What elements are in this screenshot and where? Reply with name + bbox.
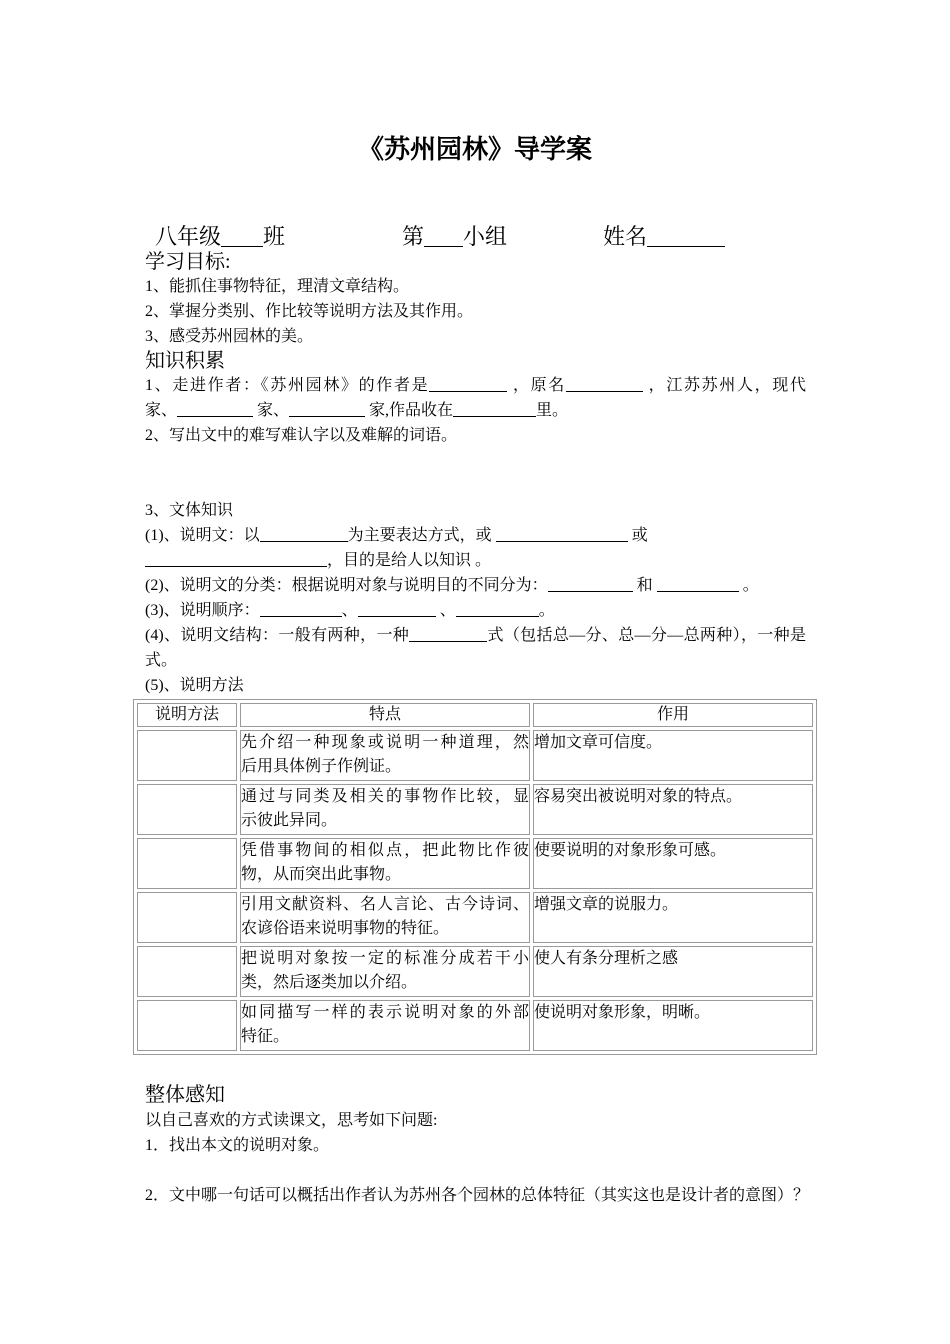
effect-cell: 容易突出被说明对象的特点。 [533, 784, 813, 835]
effect-cell: 增强文章的说服力。 [533, 892, 813, 943]
method-cell-empty [137, 784, 237, 835]
answer-space [145, 448, 825, 473]
table-row [137, 838, 813, 889]
question-text: 。 [538, 602, 555, 619]
question-text: 家,作品收在 [365, 402, 454, 419]
question-text: 里。 [536, 402, 569, 419]
name-label: 姓名 [603, 224, 648, 249]
group-label: 第 [402, 224, 425, 249]
question-text: ，目的是给人以知识 。 [327, 552, 492, 569]
grade-label: 八年级 [155, 224, 222, 249]
group-blank [424, 226, 463, 247]
table-row [137, 1000, 813, 1051]
question-text: ，江苏苏州人，现代 [642, 377, 806, 394]
feature-cell [240, 730, 530, 781]
question-text: (4)、说明文结构：一般有两种，一种 [145, 627, 410, 644]
effect-cell: 使人有条分理析之感 [533, 946, 813, 997]
genre-question-4-line-1 [145, 623, 806, 648]
feature-line: 凭借事物间的相似点，把此物比作彼 [241, 842, 529, 859]
feature-line: 引用文献资料、名人言论、古今诗词、 [241, 896, 529, 913]
order-blank-3 [456, 602, 539, 617]
worksheet-body [145, 250, 825, 698]
author-question-line-1 [145, 373, 806, 398]
method-cell-empty [137, 838, 237, 889]
genre-question-3 [145, 598, 825, 623]
effect-cell: 增加文章可信度。 [533, 730, 813, 781]
class-label: 班 [263, 224, 286, 249]
feature-cell [240, 838, 530, 889]
question-text: 或 [627, 527, 648, 544]
question-text: 家、 [253, 402, 290, 419]
structure-blank [409, 627, 487, 642]
knowledge-heading: 知识积累 [145, 350, 225, 372]
feature-line: 物，从而突出此事物。 [241, 866, 402, 883]
genre-question-2 [145, 573, 825, 598]
objective-item: 2、掌握分类别、作比较等说明方法及其作用。 [145, 303, 474, 320]
column-header-feature: 特点 [240, 703, 530, 727]
table-row [137, 892, 813, 943]
question-text: 家、 [145, 402, 178, 419]
feature-line: 把说明对象按一定的标准分成若干小 [241, 950, 529, 967]
question-text: ，原名 [507, 377, 566, 394]
grade-class-field [155, 223, 285, 251]
feature-cell [240, 1000, 530, 1051]
explanation-methods-table [133, 699, 817, 1055]
feature-cell [240, 946, 530, 997]
alternative-blank-2 [145, 552, 327, 567]
question-text: 和 [632, 577, 657, 594]
method-cell-empty [137, 1000, 237, 1051]
order-blank-2 [358, 602, 436, 617]
feature-line: 农谚俗语来说明事物的特征。 [241, 920, 450, 937]
group-suffix: 小组 [463, 224, 508, 249]
method-cell-empty [137, 892, 237, 943]
student-info-line [0, 223, 950, 251]
overview-section [145, 1082, 865, 1208]
vocabulary-question: 2、写出文中的难写难认字以及难解的词语。 [145, 427, 458, 444]
feature-line: 先介绍一种现象或说明一种道理，然 [241, 734, 529, 751]
genre-question-1-line-1 [145, 523, 825, 548]
question-text: 。 [738, 577, 759, 594]
question-text: 式（包括总—分、总—分—总两种），一种是 [487, 627, 806, 644]
overview-question-2: 2．文中哪一句话可以概括出作者认为苏州各个园林的总体特征（其实这也是设计者的意图）？ [145, 1187, 810, 1204]
identity-blank-2 [289, 402, 365, 417]
effect-cell: 使说明对象形象，明晰。 [533, 1000, 813, 1051]
identity-blank-1 [177, 402, 253, 417]
genre-question-4-line-2: 式。 [145, 652, 178, 669]
document-title: 《苏州园林》导学案 [357, 135, 592, 164]
collection-blank [453, 402, 536, 417]
alternative-blank-1 [496, 527, 628, 542]
feature-cell [240, 784, 530, 835]
learning-objectives-heading: 学习目标: [145, 251, 231, 273]
question-text: (1)、说明文：以 [145, 527, 260, 544]
table-row [137, 946, 813, 997]
question-text: 、 [341, 602, 358, 619]
genre-question-1-line-2 [145, 548, 825, 573]
feature-line: 如同描写一样的表示说明对象的外部 [241, 1004, 529, 1021]
feature-line: 示彼此异同。 [241, 812, 338, 829]
author-blank [429, 377, 507, 392]
feature-line: 后用具体例子作例证。 [241, 758, 402, 775]
question-text: (2)、说明文的分类：根据说明对象与说明目的不同分为： [145, 577, 548, 594]
name-field [603, 223, 725, 251]
answer-space [145, 1158, 865, 1183]
answer-space [145, 473, 825, 498]
question-text: 、 [435, 602, 456, 619]
author-question-line-2 [145, 398, 825, 423]
effect-cell: 使要说明的对象形象可感。 [533, 838, 813, 889]
question-text: 1、走进作者：《苏州园林》的作者是 [145, 377, 430, 394]
table-row [137, 730, 813, 781]
feature-line: 特征。 [241, 1028, 290, 1045]
method-cell-empty [137, 946, 237, 997]
name-blank [647, 226, 725, 247]
method-cell-empty [137, 730, 237, 781]
table-header-row [137, 703, 813, 727]
original-name-blank [566, 377, 643, 392]
expression-blank [260, 527, 348, 542]
class-blank [221, 226, 263, 247]
feature-cell [240, 892, 530, 943]
column-header-effect: 作用 [533, 703, 813, 727]
overview-heading: 整体感知 [145, 1084, 225, 1106]
question-text: 为主要表达方式，或 [347, 527, 496, 544]
question-text: (3)、说明顺序： [145, 602, 260, 619]
feature-line: 类，然后逐类加以介绍。 [241, 974, 418, 991]
genre-question-5: (5)、说明方法 [145, 677, 244, 694]
genre-knowledge-heading: 3、文体知识 [145, 502, 234, 519]
feature-line: 通过与同类及相关的事物作比较，显 [241, 788, 529, 805]
category-blank-2 [657, 577, 739, 592]
column-header-method: 说明方法 [137, 703, 237, 727]
table-row [137, 784, 813, 835]
category-blank-1 [548, 577, 633, 592]
overview-question-1: 1．找出本文的说明对象。 [145, 1137, 330, 1154]
order-blank-1 [260, 602, 342, 617]
objective-item: 3、感受苏州园林的美。 [145, 328, 314, 345]
group-field [402, 223, 507, 251]
overview-intro: 以自己喜欢的方式读课文，思考如下问题: [145, 1112, 438, 1129]
objective-item: 1、能抓住事物特征，理清文章结构。 [145, 278, 410, 295]
